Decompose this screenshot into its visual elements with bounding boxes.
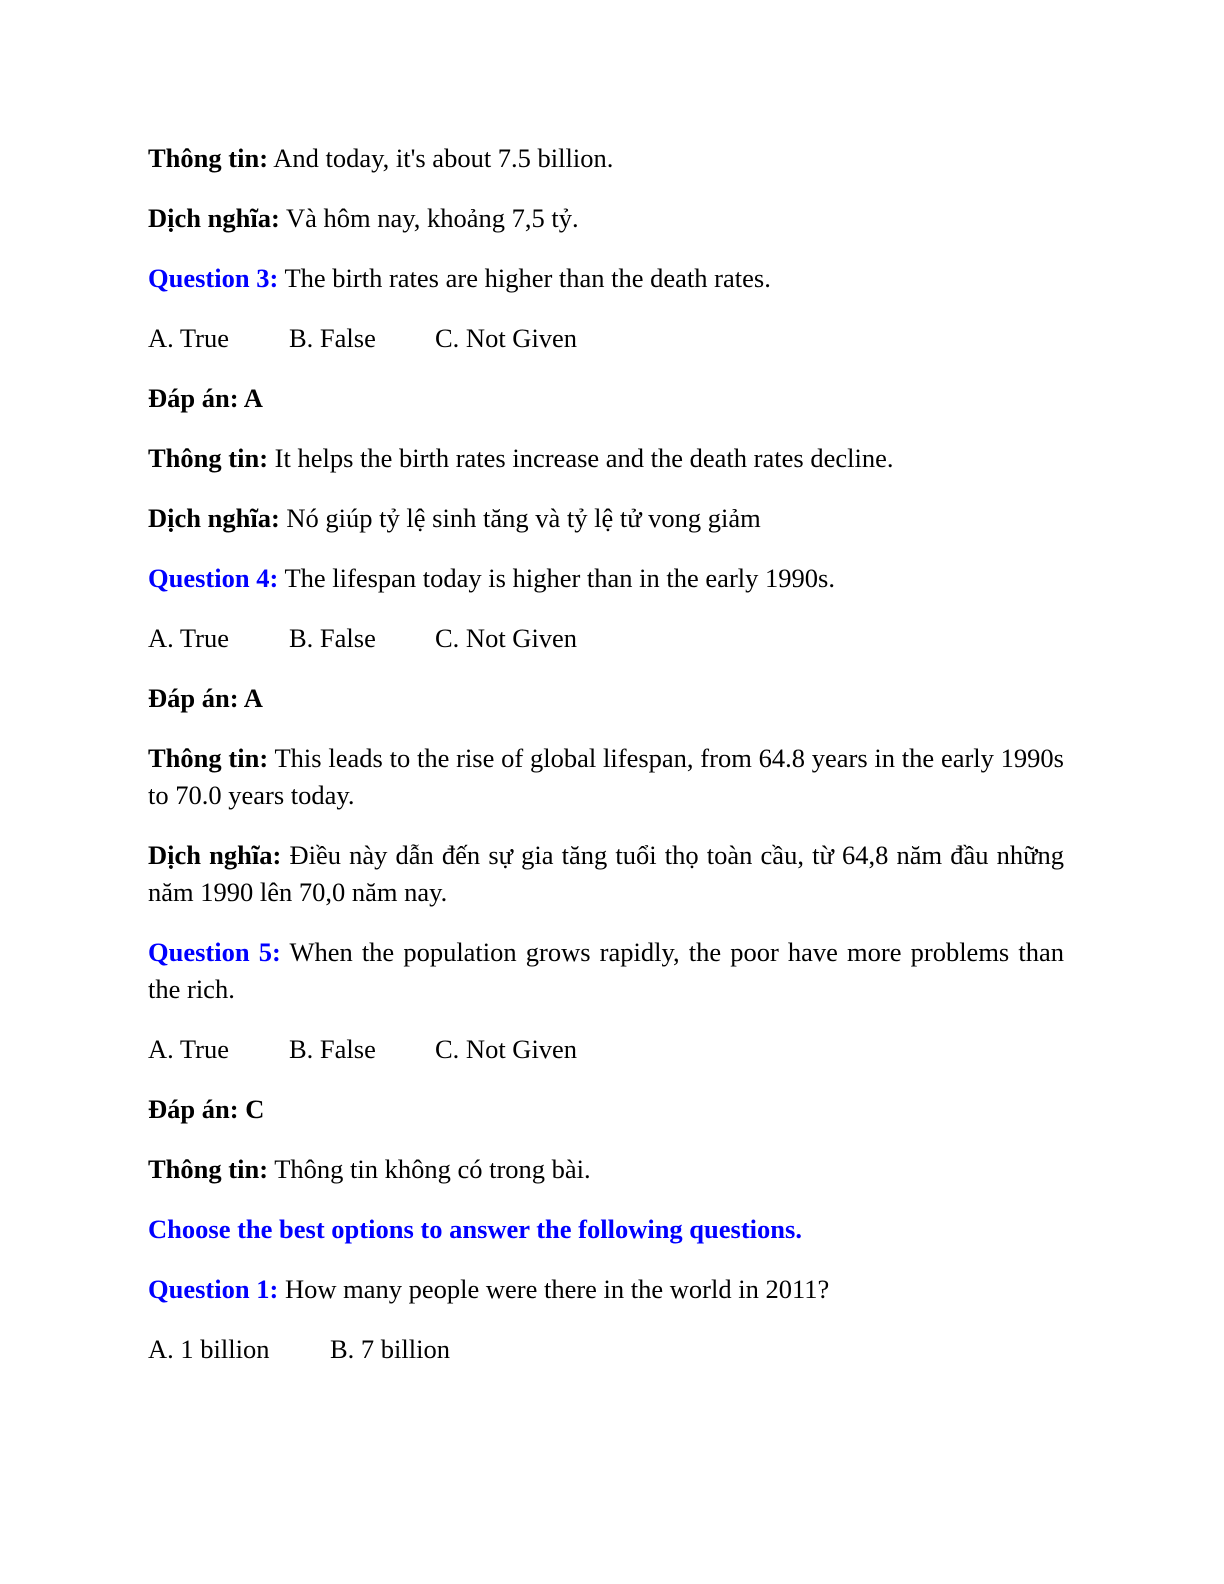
- info-text: And today, it's about 7.5 billion.: [273, 143, 614, 173]
- question-label: Question 4:: [148, 563, 279, 593]
- question-text: How many people were there in the world in 2011?: [284, 1274, 830, 1304]
- answer-value: A: [243, 683, 263, 713]
- translation-paragraph: [148, 837, 1064, 911]
- info-paragraph: [148, 440, 1064, 477]
- question-label: Question 3:: [148, 263, 279, 293]
- translation-paragraph: [148, 500, 1064, 537]
- translation-label: Dịch nghĩa:: [148, 203, 280, 233]
- translation-text: Và hôm nay, khoảng 7,5 tỷ.: [285, 203, 579, 233]
- translation-paragraph: [148, 200, 1064, 237]
- info-text: It helps the birth rates increase and the death rates decline.: [274, 443, 894, 473]
- section-heading: Choose the best options to answer the following questions.: [148, 1214, 802, 1244]
- info-label: Thông tin:: [148, 743, 269, 773]
- answer-value: C: [245, 1094, 265, 1124]
- info-text: Thông tin không có trong bài.: [274, 1154, 591, 1184]
- option-a: A. True: [148, 323, 230, 353]
- options-row: [148, 1031, 1064, 1068]
- options-row: [148, 320, 1064, 357]
- options-row: [148, 620, 1064, 657]
- option-c: C. Not Given: [435, 323, 578, 353]
- translation-label: Dịch nghĩa:: [148, 503, 280, 533]
- info-paragraph: [148, 740, 1064, 814]
- info-label: Thông tin:: [148, 443, 269, 473]
- question-4: [148, 560, 1064, 597]
- option-c: C. Not Given: [435, 1034, 578, 1064]
- option-b: B. False: [289, 323, 376, 353]
- option-a: A. True: [148, 623, 230, 653]
- option-b: B. 7 billion: [330, 1334, 451, 1364]
- document-page: [148, 140, 1064, 1391]
- answer-label: Đáp án:: [148, 1094, 239, 1124]
- options-row: [148, 1331, 1064, 1368]
- info-label: Thông tin:: [148, 1154, 269, 1184]
- translation-text: Nó giúp tỷ lệ sinh tăng và tỷ lệ tử vong giảm: [286, 503, 761, 533]
- info-label: Thông tin:: [148, 143, 269, 173]
- option-a: A. 1 billion: [148, 1334, 270, 1364]
- translation-label: Dịch nghĩa:: [148, 840, 282, 870]
- option-b: B. False: [289, 1034, 376, 1064]
- option-b: B. False: [289, 623, 376, 653]
- question-text: The lifespan today is higher than in the early 1990s.: [284, 563, 835, 593]
- question-label: Question 5:: [148, 937, 281, 967]
- option-a: A. True: [148, 1034, 230, 1064]
- question-1: [148, 1271, 1064, 1308]
- question-3: [148, 260, 1064, 297]
- question-label: Question 1:: [148, 1274, 279, 1304]
- answer-line: [148, 680, 1064, 717]
- question-text: The birth rates are higher than the death rates.: [284, 263, 771, 293]
- answer-value: A: [243, 383, 263, 413]
- option-c: C. Not Given: [435, 623, 578, 653]
- answer-label: Đáp án:: [148, 383, 239, 413]
- info-paragraph: [148, 140, 1064, 177]
- translation-text: Điều này dẫn đến sự gia tăng tuổi thọ toàn cầu, từ 64,8 năm đầu những năm 1990 lên 70,0 năm nay.: [148, 840, 1064, 907]
- question-text: When the population grows rapidly, the poor have more problems than the rich.: [148, 937, 1064, 1004]
- answer-line: [148, 380, 1064, 417]
- info-paragraph: [148, 1151, 1064, 1188]
- answer-label: Đáp án:: [148, 683, 239, 713]
- answer-line: [148, 1091, 1064, 1128]
- info-text: This leads to the rise of global lifespan, from 64.8 years in the early 1990s to 70.0 years today.: [148, 743, 1064, 810]
- question-5: [148, 934, 1064, 1008]
